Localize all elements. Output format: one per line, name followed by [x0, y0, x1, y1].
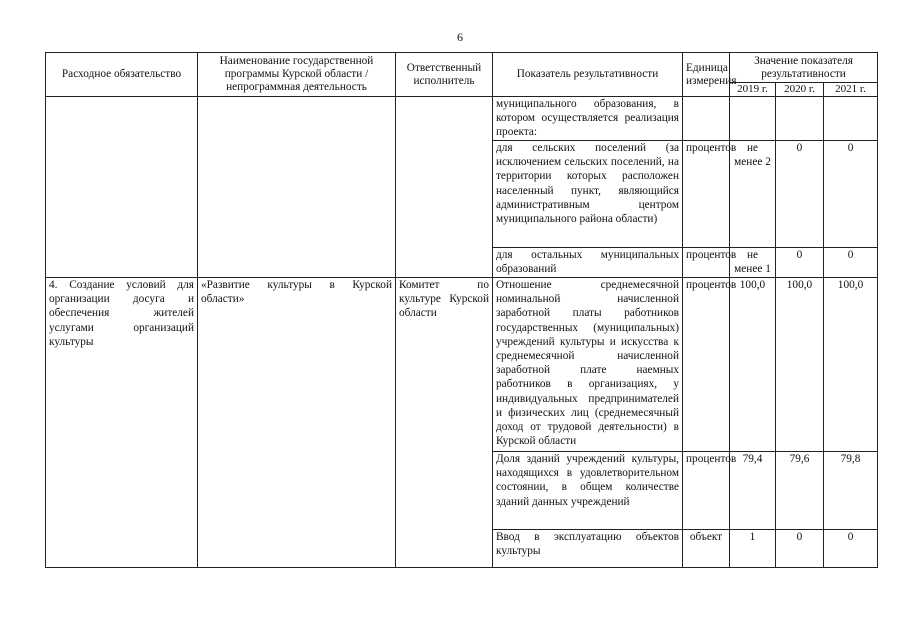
page-number: 6 [457, 30, 463, 44]
unit-cell [683, 97, 730, 141]
header-year-2021: 2021 г. [824, 83, 878, 97]
program-cell: «Развитие культуры в Курской области» [198, 278, 396, 568]
header-obligation: Расходное обязательство [46, 53, 198, 97]
table-row [46, 278, 878, 452]
value-2020-cell: 0 [776, 248, 824, 278]
header-unit: Единица измерения [683, 53, 730, 97]
table-row [46, 97, 878, 141]
executor-cell: Комитет по культуре Курской области [396, 278, 493, 568]
header-row [46, 53, 878, 83]
indicator-cell: муниципального образования, в котором осуществляется реализация проекта: [493, 97, 683, 141]
indicator-cell: Доля зданий учреждений культуры, находящихся в удовлетворительном состоянии, в общем количестве зданий данных учреждений [493, 452, 683, 530]
header-year-2020: 2020 г. [776, 83, 824, 97]
value-2019-cell [730, 97, 776, 141]
value-2019-cell: 79,4 [730, 452, 776, 530]
value-2021-cell: 0 [824, 141, 878, 248]
value-2019-cell: не менее 1 [730, 248, 776, 278]
header-executor: Ответственный исполнитель [396, 53, 493, 97]
value-2019-cell: не менее 2 [730, 141, 776, 248]
indicator-cell: для сельских поселений (за исключением сельских поселений, на территории которых расположен населенный пункт, являющийся административным центром муниципального района области) [493, 141, 683, 248]
header-value: Значение показателя результативности [730, 53, 878, 83]
unit-cell: процентов [683, 141, 730, 248]
indicator-cell: Ввод в эксплуатацию объектов культуры [493, 530, 683, 568]
obligation-cell-empty [46, 97, 198, 278]
value-2019-cell: 1 [730, 530, 776, 568]
value-2019-cell: 100,0 [730, 278, 776, 452]
header-indicator: Показатель результативности [493, 53, 683, 97]
unit-cell: процентов [683, 452, 730, 530]
value-2021-cell: 100,0 [824, 278, 878, 452]
value-2020-cell: 100,0 [776, 278, 824, 452]
value-2020-cell: 0 [776, 141, 824, 248]
unit-cell: процентов [683, 248, 730, 278]
value-2020-cell: 79,6 [776, 452, 824, 530]
value-2021-cell [824, 97, 878, 141]
executor-cell-empty [396, 97, 493, 278]
value-2021-cell: 0 [824, 530, 878, 568]
value-2021-cell: 0 [824, 248, 878, 278]
header-year-2019: 2019 г. [730, 83, 776, 97]
results-table [45, 52, 878, 568]
indicator-cell: Отношение среднемесячной номинальной начисленной заработной платы работников государственных (муниципальных) учреждений культуры и искусства к среднемесячной начисленной заработной плате наемных работников в организациях, у индивидуальных предпринимателей и физических лиц (среднемесячный доход от трудовой деятельности) в Курской области [493, 278, 683, 452]
value-2020-cell [776, 97, 824, 141]
value-2021-cell: 79,8 [824, 452, 878, 530]
indicator-cell: для остальных муниципальных образований [493, 248, 683, 278]
obligation-cell: 4. Создание условий для организации досуга и обеспечения жителей услугами организаций культуры [46, 278, 198, 568]
value-2020-cell: 0 [776, 530, 824, 568]
header-program: Наименование государственной программы Курской области / непрограммная деятельность [198, 53, 396, 97]
unit-cell: объект [683, 530, 730, 568]
unit-cell: процентов [683, 278, 730, 452]
program-cell-empty [198, 97, 396, 278]
